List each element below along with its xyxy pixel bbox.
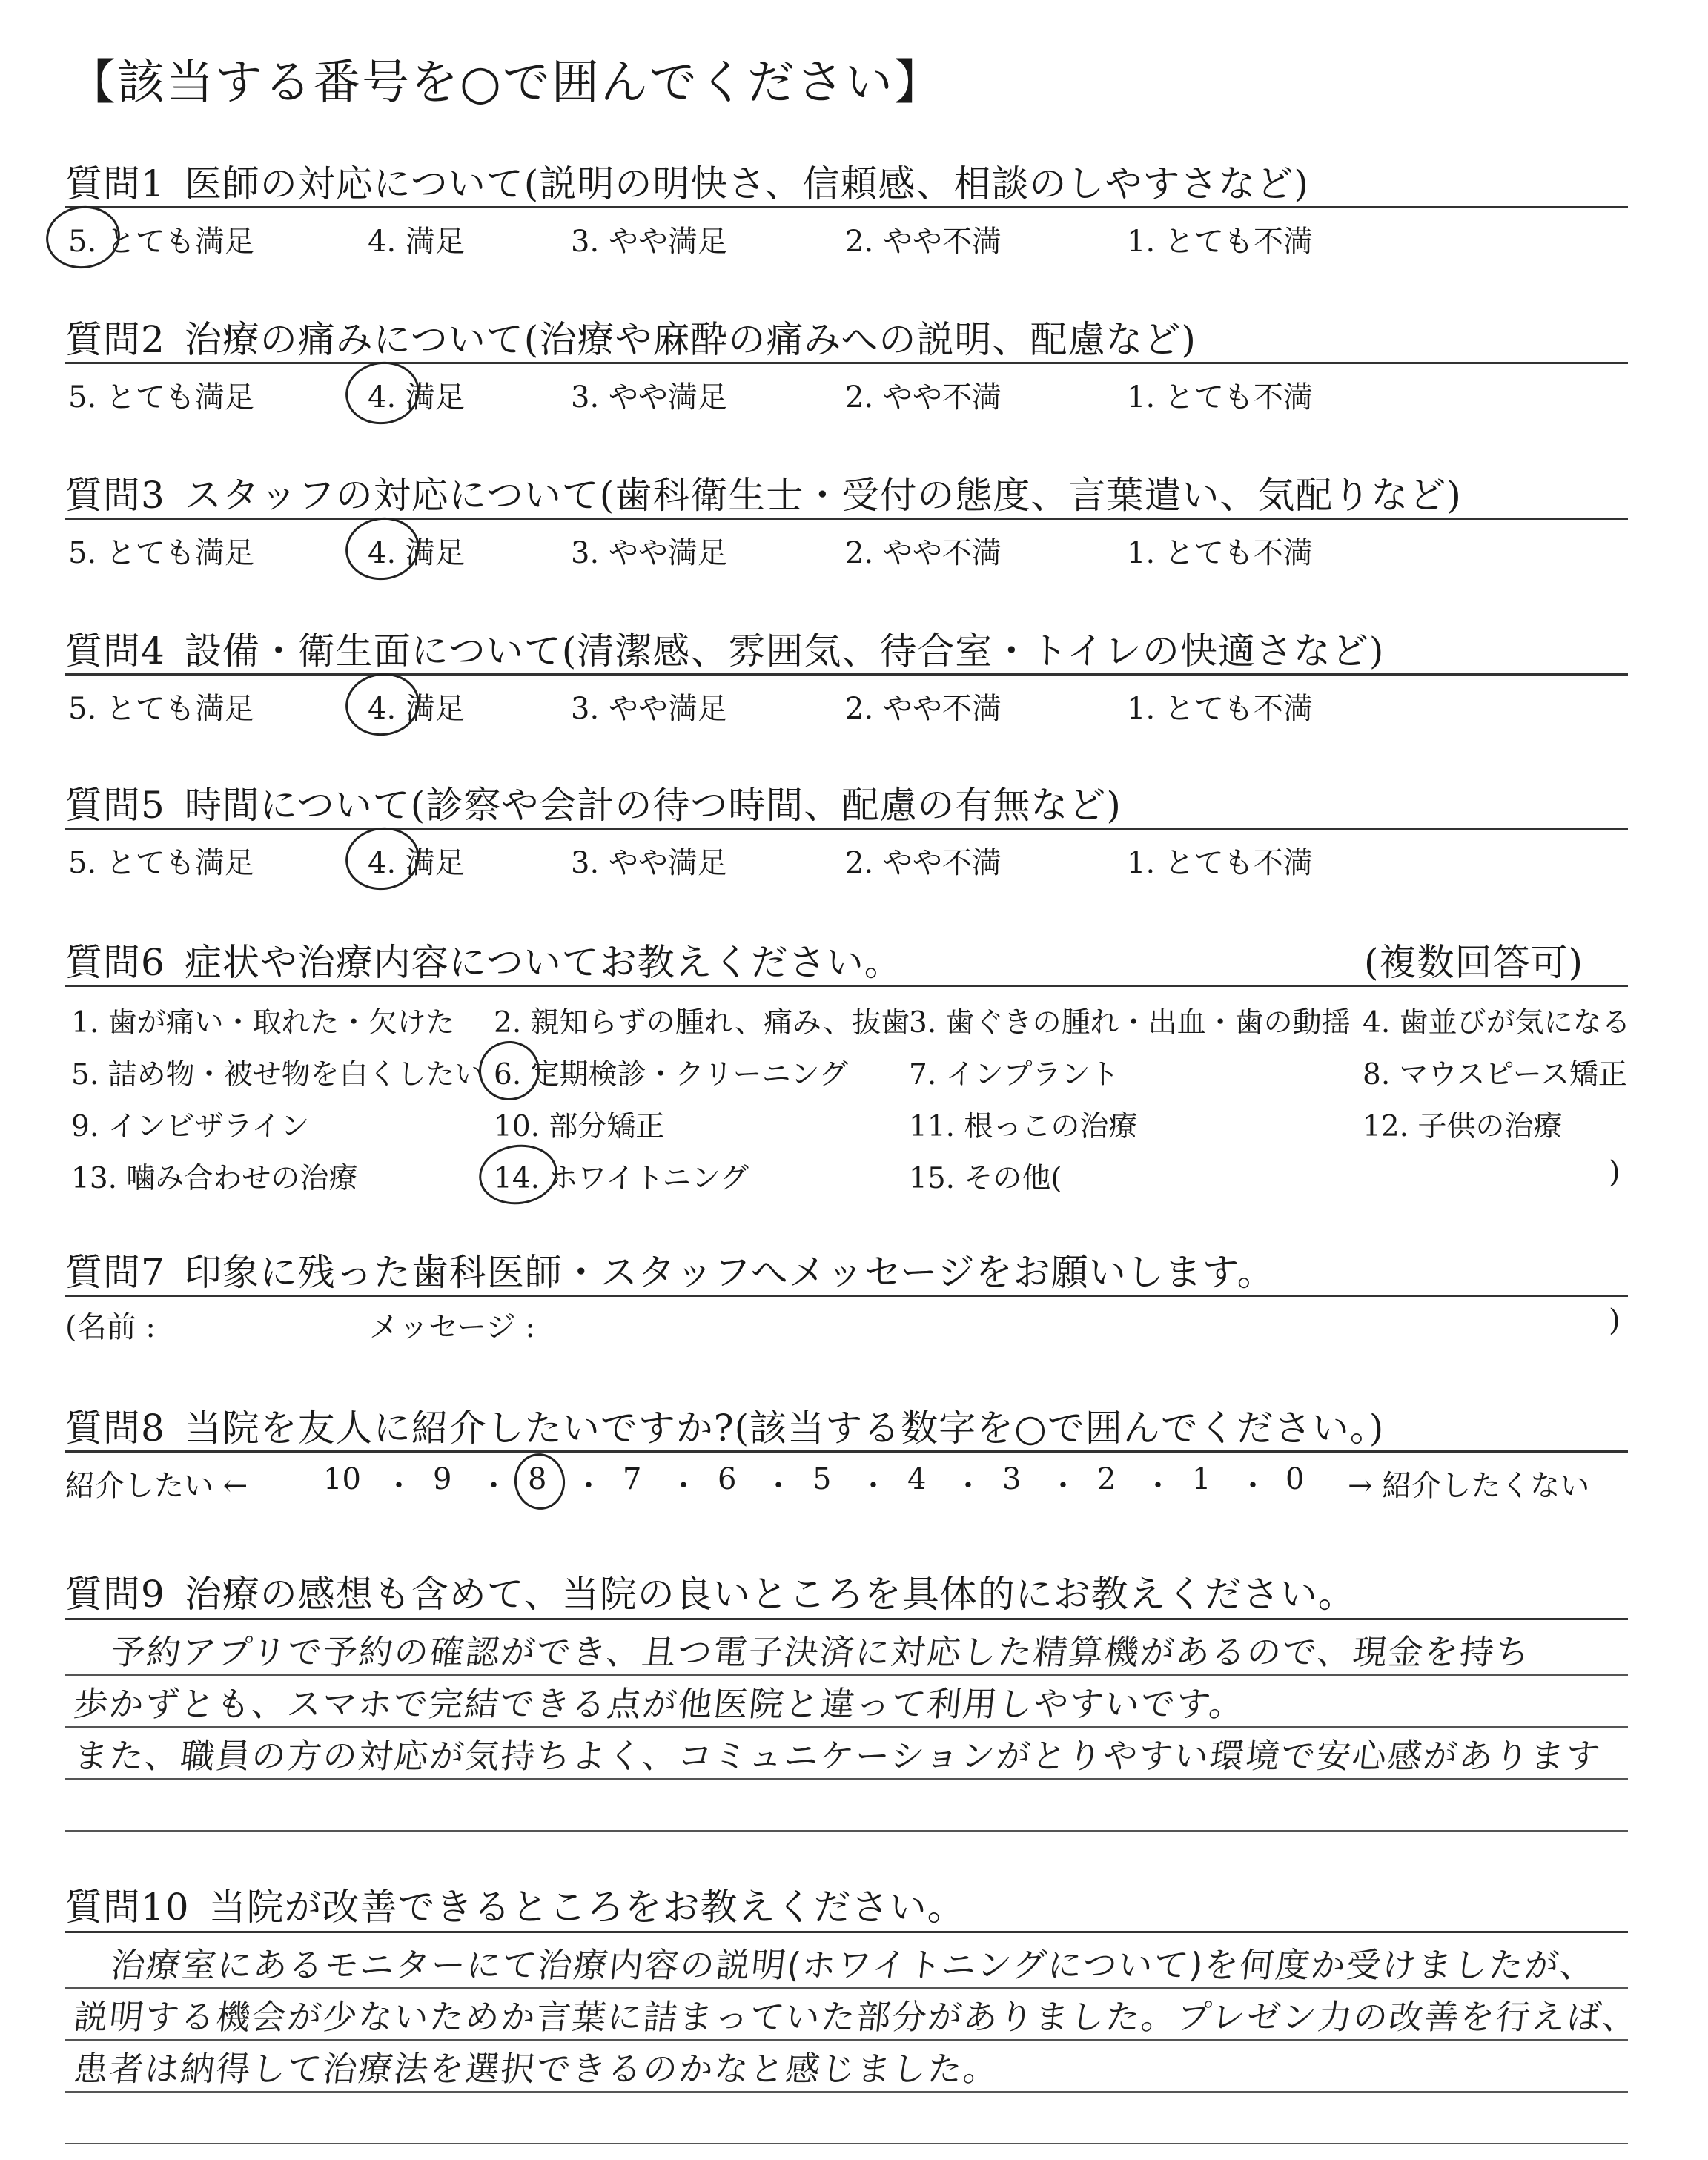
scale-value[interactable]: 10	[323, 1462, 361, 1496]
selection-circle	[342, 668, 424, 740]
question-number: 質問8	[65, 1407, 165, 1450]
scale-value[interactable]: 9	[433, 1462, 452, 1496]
scale-value[interactable]: 8	[528, 1462, 547, 1496]
rating-option[interactable]: 5. とても満足	[68, 225, 254, 259]
scale-separator: ・	[858, 1469, 888, 1503]
question-text: 治療の感想も含めて、当院の良いところを具体的にお教えください。	[184, 1573, 1356, 1616]
question-text: 医師の対応について(説明の明快さ、信頼感、相談のしやすさなど)	[184, 162, 1309, 205]
scale-separator: ・	[953, 1469, 983, 1503]
rating-option[interactable]: 3. やや満足	[571, 846, 727, 880]
rule-line	[65, 1450, 1628, 1453]
rule-line	[65, 673, 1628, 676]
selection-circle	[342, 357, 424, 429]
symptom-option[interactable]: 15. その他(	[909, 1162, 1062, 1195]
selection-circle	[42, 201, 125, 273]
rating-option[interactable]: 4. 満足	[368, 536, 465, 570]
rating-option[interactable]: 5. とても満足	[68, 692, 254, 726]
question-number: 質問6	[65, 941, 165, 984]
answer-rule	[65, 1987, 1628, 1989]
rating-option[interactable]: 1. とても不満	[1127, 225, 1313, 259]
message-label: メッセージ :	[369, 1310, 535, 1344]
rating-option[interactable]: 2. やや不満	[845, 536, 1002, 570]
answer-rule	[65, 1830, 1628, 1832]
form-header: 【該当する番号を○で囲んでください】	[68, 56, 943, 110]
question-text: 時間について(診察や会計の待つ時間、配慮の有無など)	[184, 784, 1122, 827]
scale-separator: ・	[1143, 1469, 1173, 1503]
symptom-option[interactable]: 13. 噛み合わせの治療	[71, 1162, 358, 1195]
scale-value[interactable]: 5	[812, 1462, 832, 1496]
rating-option[interactable]: 2. やや不満	[845, 692, 1002, 726]
selection-circle	[475, 1140, 561, 1209]
question-number: 質問3	[65, 474, 165, 517]
rule-line	[65, 1931, 1628, 1933]
rating-option[interactable]: 5. とても満足	[68, 536, 254, 570]
question-number: 質問10	[65, 1886, 190, 1929]
name-label: (名前 :	[65, 1310, 156, 1344]
question-text: 当院を友人に紹介したいですか?(該当する数字を○で囲んでください。)	[184, 1407, 1385, 1450]
rating-option[interactable]: 5. とても満足	[68, 846, 254, 880]
symptom-option[interactable]: 3. 歯ぐきの腫れ・出血・歯の動揺	[909, 1006, 1351, 1040]
symptom-option[interactable]: 7. インプラント	[909, 1058, 1119, 1091]
answer-rule	[65, 2143, 1628, 2144]
answer-rule	[65, 2091, 1628, 2093]
question-number: 質問9	[65, 1573, 165, 1616]
rule-line	[65, 206, 1628, 208]
symptom-option[interactable]: 6. 定期検診・クリーニング	[494, 1058, 848, 1091]
question-title	[65, 310, 1196, 363]
answer-rule	[65, 1726, 1628, 1728]
rating-option[interactable]: 1. とても不満	[1127, 692, 1313, 726]
question-number: 質問1	[65, 162, 165, 205]
question-title	[65, 154, 1309, 208]
question-number: 質問5	[65, 784, 165, 827]
rating-option[interactable]: 3. やや満足	[571, 380, 727, 415]
handwritten-answer-line: 歩かずとも、スマホで完結できる点が他医院と違って利用しやすいです。	[71, 1684, 1247, 1724]
rule-line	[65, 362, 1628, 364]
question-title	[65, 776, 1122, 829]
rating-option[interactable]: 5. とても満足	[68, 380, 254, 415]
question-text: 症状や治療内容についてお教えください。	[184, 941, 902, 984]
symptom-option[interactable]: 5. 詰め物・被せ物を白くしたい	[71, 1058, 484, 1091]
selection-circle	[342, 512, 424, 584]
scale-value[interactable]: 4	[907, 1462, 927, 1496]
scale-value[interactable]: 0	[1285, 1462, 1305, 1496]
rule-line	[65, 1295, 1628, 1297]
rating-option[interactable]: 1. とても不満	[1127, 380, 1313, 415]
rule-line	[65, 828, 1628, 830]
scale-separator: ・	[574, 1469, 603, 1503]
question-title	[65, 1243, 1275, 1296]
recommend-right-label: → 紹介したくない	[1348, 1469, 1590, 1503]
question-title	[65, 466, 1462, 519]
message-close-paren: )	[1609, 1304, 1621, 1338]
rating-option[interactable]: 2. やや不満	[845, 380, 1002, 415]
other-close-paren: )	[1609, 1155, 1621, 1189]
rating-option[interactable]: 2. やや不満	[845, 846, 1002, 880]
scale-value[interactable]: 3	[1002, 1462, 1022, 1496]
rating-option[interactable]: 3. やや満足	[571, 692, 727, 726]
rule-line	[65, 985, 1628, 987]
rating-option[interactable]: 4. 満足	[368, 846, 465, 880]
question-number: 質問7	[65, 1251, 165, 1294]
answer-rule	[65, 2039, 1628, 2041]
selection-circle	[511, 1450, 569, 1513]
scale-value[interactable]: 1	[1192, 1462, 1211, 1496]
scale-separator: ・	[764, 1469, 793, 1503]
recommend-left-label: 紹介したい ←	[65, 1469, 248, 1503]
rating-option[interactable]: 3. やや満足	[571, 225, 727, 259]
multiple-answer-note: (複数回答可)	[1364, 941, 1584, 984]
selection-circle	[475, 1037, 543, 1105]
symptom-option[interactable]: 8. マウスピース矯正	[1363, 1058, 1627, 1091]
scale-separator: ・	[669, 1469, 698, 1503]
question-text: 当院が改善できるところをお教えください。	[208, 1886, 965, 1929]
question-number: 質問4	[65, 630, 165, 673]
handwritten-answer-line: 説明する機会が少ないためか言葉に詰まっていた部分がありました。プレゼン力の改善を行えば、	[71, 1997, 1641, 2037]
handwritten-answer-line: 予約アプリで予約の確認ができ、且つ電子決済に対応した精算機があるので、現金を持ち	[108, 1632, 1533, 1672]
rule-line	[65, 518, 1628, 520]
scale-separator: ・	[479, 1469, 509, 1503]
symptom-option[interactable]: 12. 子供の治療	[1363, 1110, 1563, 1143]
question-text: 治療の痛みについて(治療や麻酔の痛みへの説明、配慮など)	[184, 318, 1196, 361]
symptom-option[interactable]: 14. ホワイトニング	[494, 1162, 749, 1195]
symptom-option[interactable]: 10. 部分矯正	[494, 1110, 665, 1143]
scale-separator: ・	[1048, 1469, 1078, 1503]
symptom-option[interactable]: 2. 親知らずの腫れ、痛み、抜歯	[494, 1006, 910, 1040]
symptom-option[interactable]: 4. 歯並びが気になる	[1363, 1006, 1631, 1040]
question-number: 質問2	[65, 318, 165, 361]
scale-value[interactable]: 2	[1097, 1462, 1116, 1496]
question-title	[65, 621, 1384, 675]
question-text: スタッフの対応について(歯科衛生士・受付の態度、言葉遣い、気配りなど)	[184, 474, 1462, 517]
scale-value[interactable]: 6	[718, 1462, 737, 1496]
answer-rule	[65, 1778, 1628, 1780]
symptom-option[interactable]: 1. 歯が痛い・取れた・欠けた	[71, 1006, 455, 1040]
answer-rule	[65, 1674, 1628, 1676]
scale-separator: ・	[1238, 1469, 1268, 1503]
handwritten-answer-line: また、職員の方の対応が気持ちよく、コミュニケーションがとりやすい環境で安心感があります	[71, 1736, 1603, 1776]
symptom-option[interactable]: 11. 根っこの治療	[909, 1110, 1138, 1143]
rating-option[interactable]: 4. 満足	[368, 225, 465, 259]
rating-option[interactable]: 2. やや不満	[845, 225, 1002, 259]
question-title	[65, 1877, 965, 1931]
question-title	[65, 1565, 1356, 1618]
rating-option[interactable]: 4. 満足	[368, 380, 465, 415]
handwritten-answer-line: 治療室にあるモニターにて治療内容の説明(ホワイトニングについて)を何度か受けましたが、	[108, 1945, 1598, 1985]
scale-value[interactable]: 7	[623, 1462, 642, 1496]
scale-separator: ・	[384, 1469, 414, 1503]
rule-line	[65, 1618, 1628, 1620]
handwritten-answer-line: 患者は納得して治療法を選択できるのかなと感じました。	[71, 2049, 1002, 2089]
rating-option[interactable]: 1. とても不満	[1127, 536, 1313, 570]
rating-option[interactable]: 4. 満足	[368, 692, 465, 726]
question-title	[65, 1398, 1384, 1452]
rating-option[interactable]: 1. とても不満	[1127, 846, 1313, 880]
selection-circle	[342, 822, 424, 894]
question-text: 印象に残った歯科医師・スタッフへメッセージをお願いします。	[184, 1251, 1275, 1294]
question-text: 設備・衛生面について(清潔感、雰囲気、待合室・トイレの快適さなど)	[184, 630, 1385, 673]
symptom-option[interactable]: 9. インビザライン	[71, 1110, 310, 1143]
rating-option[interactable]: 3. やや満足	[571, 536, 727, 570]
question-title	[65, 933, 902, 986]
